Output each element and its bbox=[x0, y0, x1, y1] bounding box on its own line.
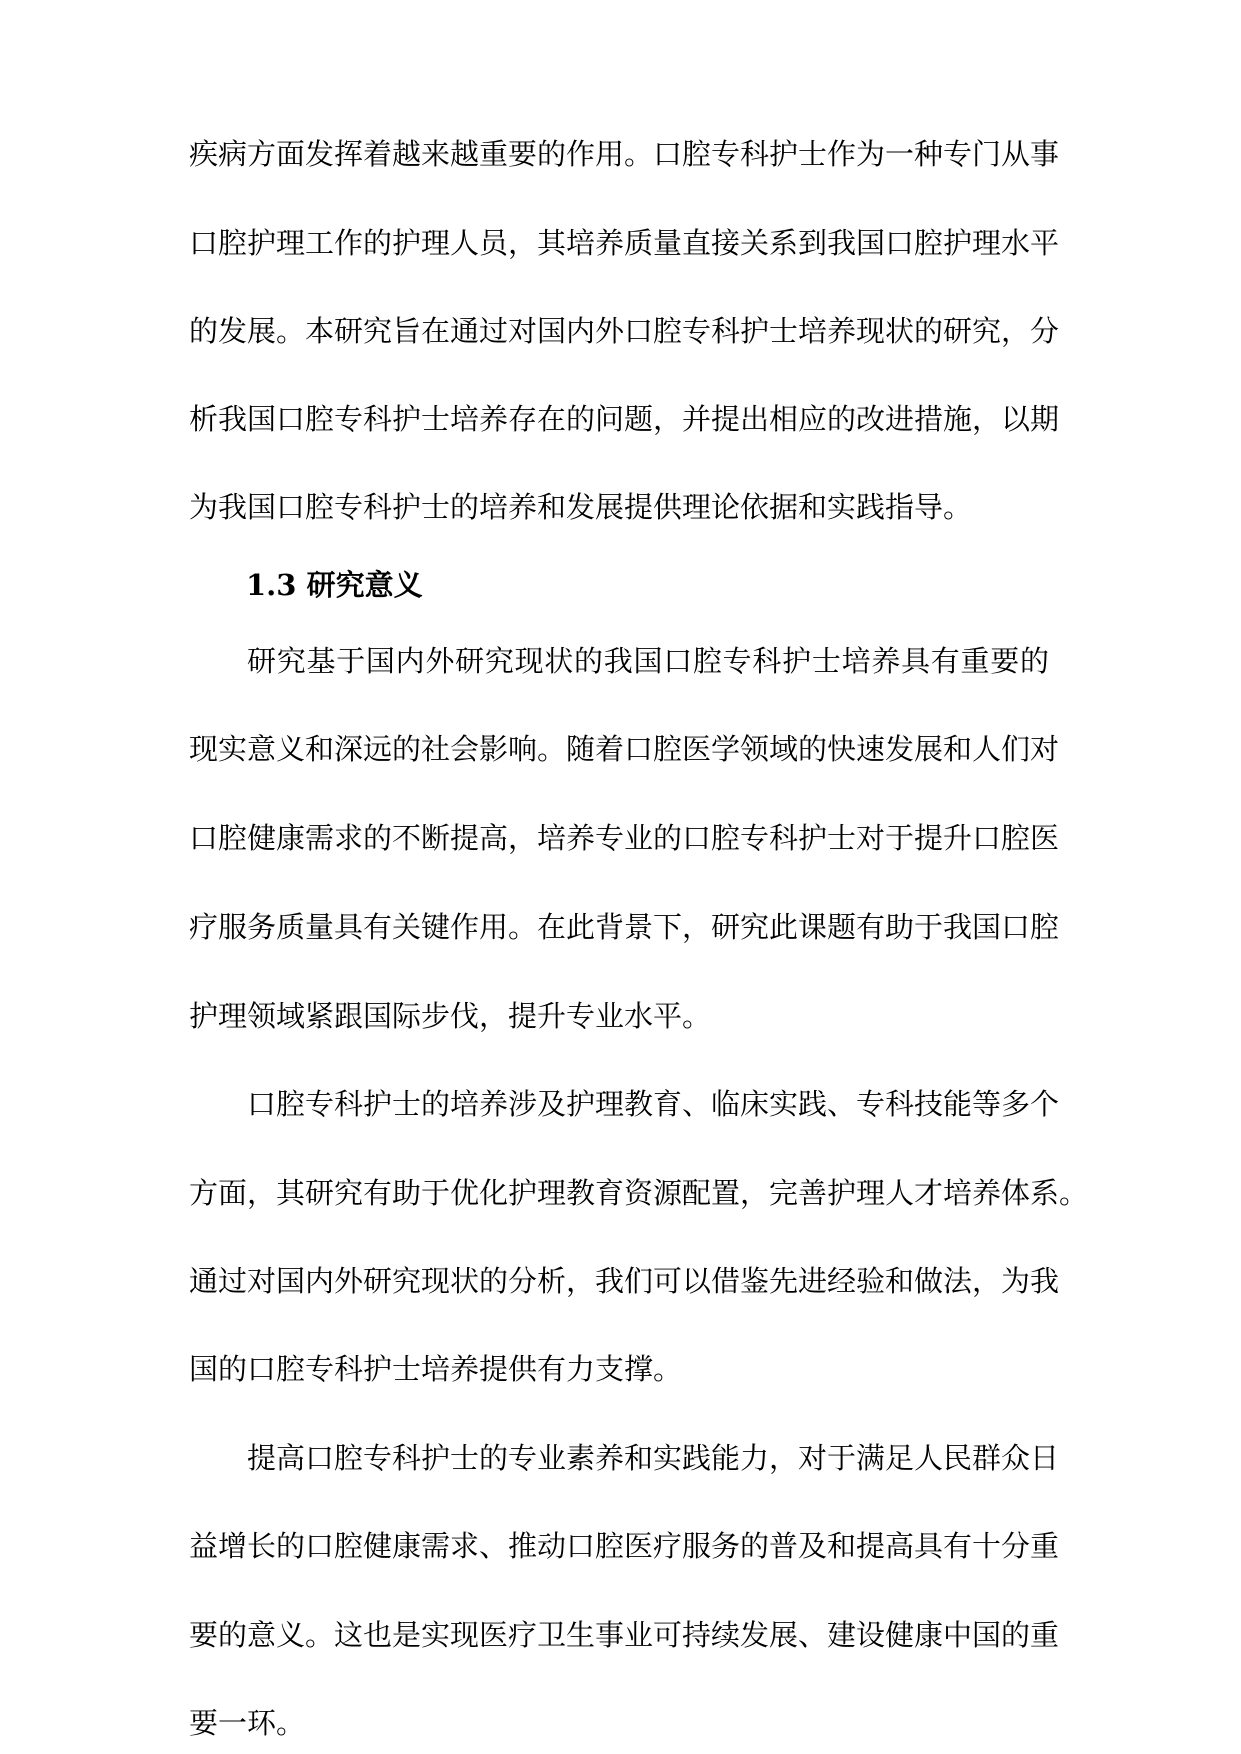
p2-line-1: 口腔专科护士的培养涉及护理教育、临床实践、专科技能等多个 bbox=[247, 1087, 1060, 1121]
intro-line-4: 析我国口腔专科护士培养存在的问题，并提出相应的改进措施，以期 bbox=[189, 402, 1060, 436]
p1-line-2: 现实意义和深远的社会影响。随着口腔医学领域的快速发展和人们对 bbox=[189, 732, 1060, 766]
intro-line-2: 口腔护理工作的护理人员，其培养质量直接关系到我国口腔护理水平 bbox=[189, 226, 1060, 260]
p2-line-4: 国的口腔专科护士培养提供有力支撑。 bbox=[189, 1352, 683, 1386]
p1-line-5: 护理领域紧跟国际步伐，提升专业水平。 bbox=[189, 999, 712, 1033]
p2-line-2: 方面，其研究有助于优化护理教育资源配置，完善护理人才培养体系。 bbox=[189, 1176, 1089, 1210]
intro-line-1: 疾病方面发挥着越来越重要的作用。口腔专科护士作为一种专门从事 bbox=[189, 137, 1060, 171]
p2-line-3: 通过对国内外研究现状的分析，我们可以借鉴先进经验和做法，为我 bbox=[189, 1264, 1060, 1298]
p3-line-3: 要的意义。这也是实现医疗卫生事业可持续发展、建设健康中国的重 bbox=[189, 1618, 1060, 1652]
p3-line-4: 要一环。 bbox=[189, 1706, 306, 1740]
p1-line-4: 疗服务质量具有关键作用。在此背景下，研究此课题有助于我国口腔 bbox=[189, 910, 1060, 944]
section-heading bbox=[246, 567, 423, 603]
section-title: 研究意义 bbox=[306, 568, 423, 602]
section-number: 1.3 bbox=[246, 568, 297, 602]
intro-line-5: 为我国口腔专科护士的培养和发展提供理论依据和实践指导。 bbox=[189, 490, 973, 524]
intro-line-3: 的发展。本研究旨在通过对国内外口腔专科护士培养现状的研究，分 bbox=[189, 314, 1060, 348]
p3-line-1: 提高口腔专科护士的专业素养和实践能力，对于满足人民群众日 bbox=[247, 1441, 1060, 1475]
p1-line-1: 研究基于国内外研究现状的我国口腔专科护士培养具有重要的 bbox=[247, 644, 1049, 678]
p1-line-3: 口腔健康需求的不断提高，培养专业的口腔专科护士对于提升口腔医 bbox=[189, 821, 1060, 855]
p3-line-2: 益增长的口腔健康需求、推动口腔医疗服务的普及和提高具有十分重 bbox=[189, 1529, 1060, 1563]
